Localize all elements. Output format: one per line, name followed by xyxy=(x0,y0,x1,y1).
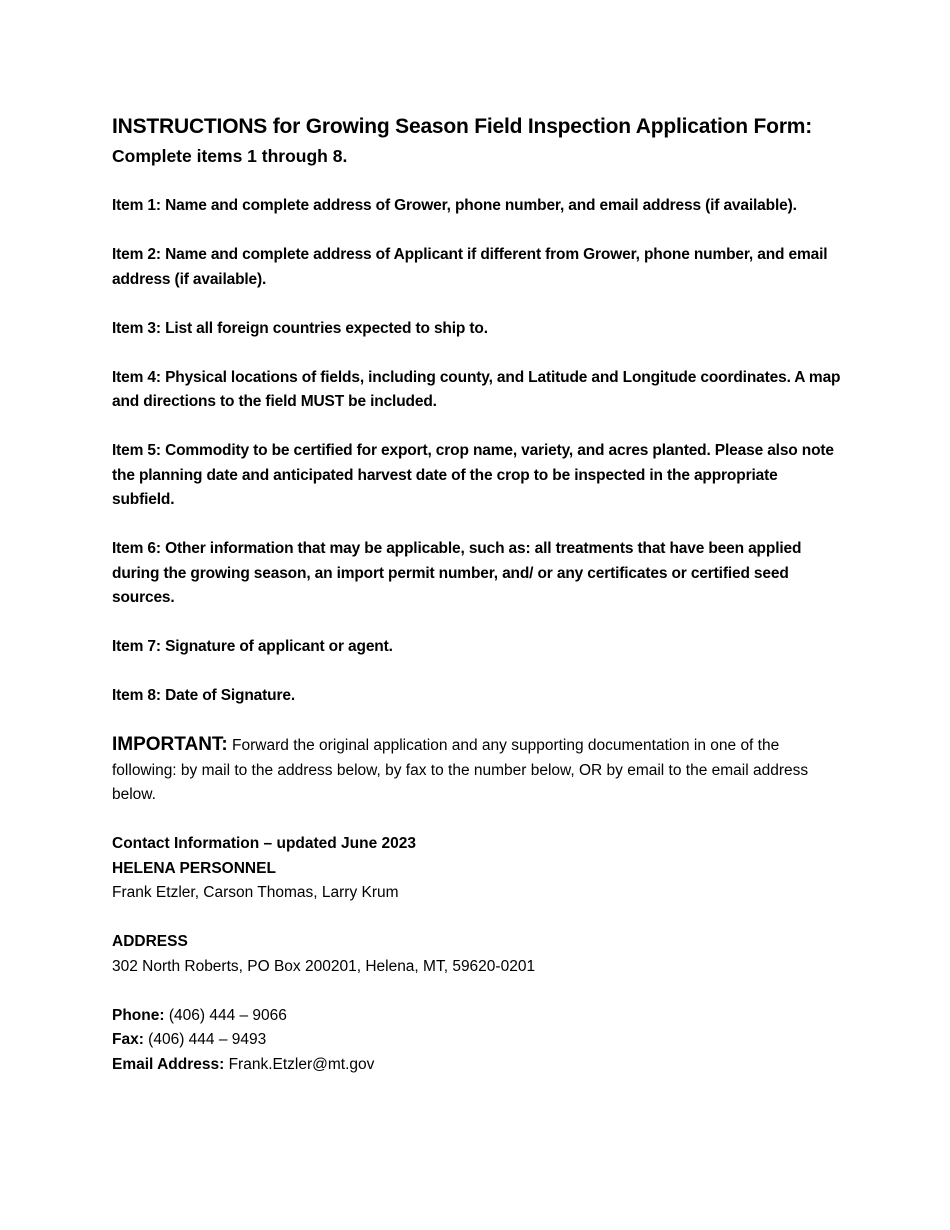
contact-section xyxy=(112,832,842,1077)
personnel-names: Frank Etzler, Carson Thomas, Larry Krum xyxy=(112,884,399,901)
item-2: Item 2: Name and complete address of Applicant if different from Grower, phone number, and email address (if available). xyxy=(112,246,828,288)
contact-heading: Contact Information – updated June 2023 xyxy=(112,835,417,852)
item-1: Item 1: Name and complete address of Grower, phone number, and email address (if available). xyxy=(112,197,797,214)
instructions-page xyxy=(112,113,842,1077)
phone-label: Phone: xyxy=(112,1006,165,1024)
phone-value: (406) 444 – 9066 xyxy=(164,1006,287,1024)
email-value: Frank.Etzler@mt.gov xyxy=(224,1055,375,1073)
item-list xyxy=(112,194,842,709)
important-text: Forward the original application and any supporting documentation in one of the following: by mail to the address below, by fax to the number below, OR by email to the email address below. xyxy=(112,737,809,803)
phone-line xyxy=(112,1004,842,1029)
fax-label: Fax: xyxy=(112,1031,144,1048)
email-line xyxy=(112,1053,842,1078)
page-subtitle: Complete items 1 through 8. xyxy=(112,146,348,166)
item-8: Item 8: Date of Signature. xyxy=(112,687,295,704)
page-title: INSTRUCTIONS for Growing Season Field Inspection Application Form: xyxy=(112,115,813,138)
email-label: Email Address: xyxy=(112,1055,225,1073)
address-text: 302 North Roberts, PO Box 200201, Helena, MT, 59620-0201 xyxy=(112,957,536,975)
fax-line xyxy=(112,1028,842,1053)
address-heading: ADDRESS xyxy=(112,933,188,950)
important-notice xyxy=(112,733,842,808)
spacer xyxy=(112,906,842,931)
fax-value: (406) 444 – 9493 xyxy=(143,1031,267,1048)
personnel-heading: HELENA PERSONNEL xyxy=(112,859,276,877)
item-7: Item 7: Signature of applicant or agent. xyxy=(112,638,393,655)
item-6: Item 6: Other information that may be applicable, such as: all treatments that have been applied during the growing season, an import permit number, and/ or any certificates or certified seed sources. xyxy=(112,540,802,606)
important-label: IMPORTANT: xyxy=(112,734,228,755)
item-4: Item 4: Physical locations of fields, including county, and Latitude and Longitude coordinates. A map and directions to the field MUST be included. xyxy=(112,368,841,410)
item-5: Item 5: Commodity to be certified for export, crop name, variety, and acres planted. Please also note the planning date and anticipated harvest date of the crop to be inspected in the appropriate subfield. xyxy=(112,442,834,508)
item-3: Item 3: List all foreign countries expected to ship to. xyxy=(112,319,488,337)
spacer xyxy=(112,979,842,1004)
